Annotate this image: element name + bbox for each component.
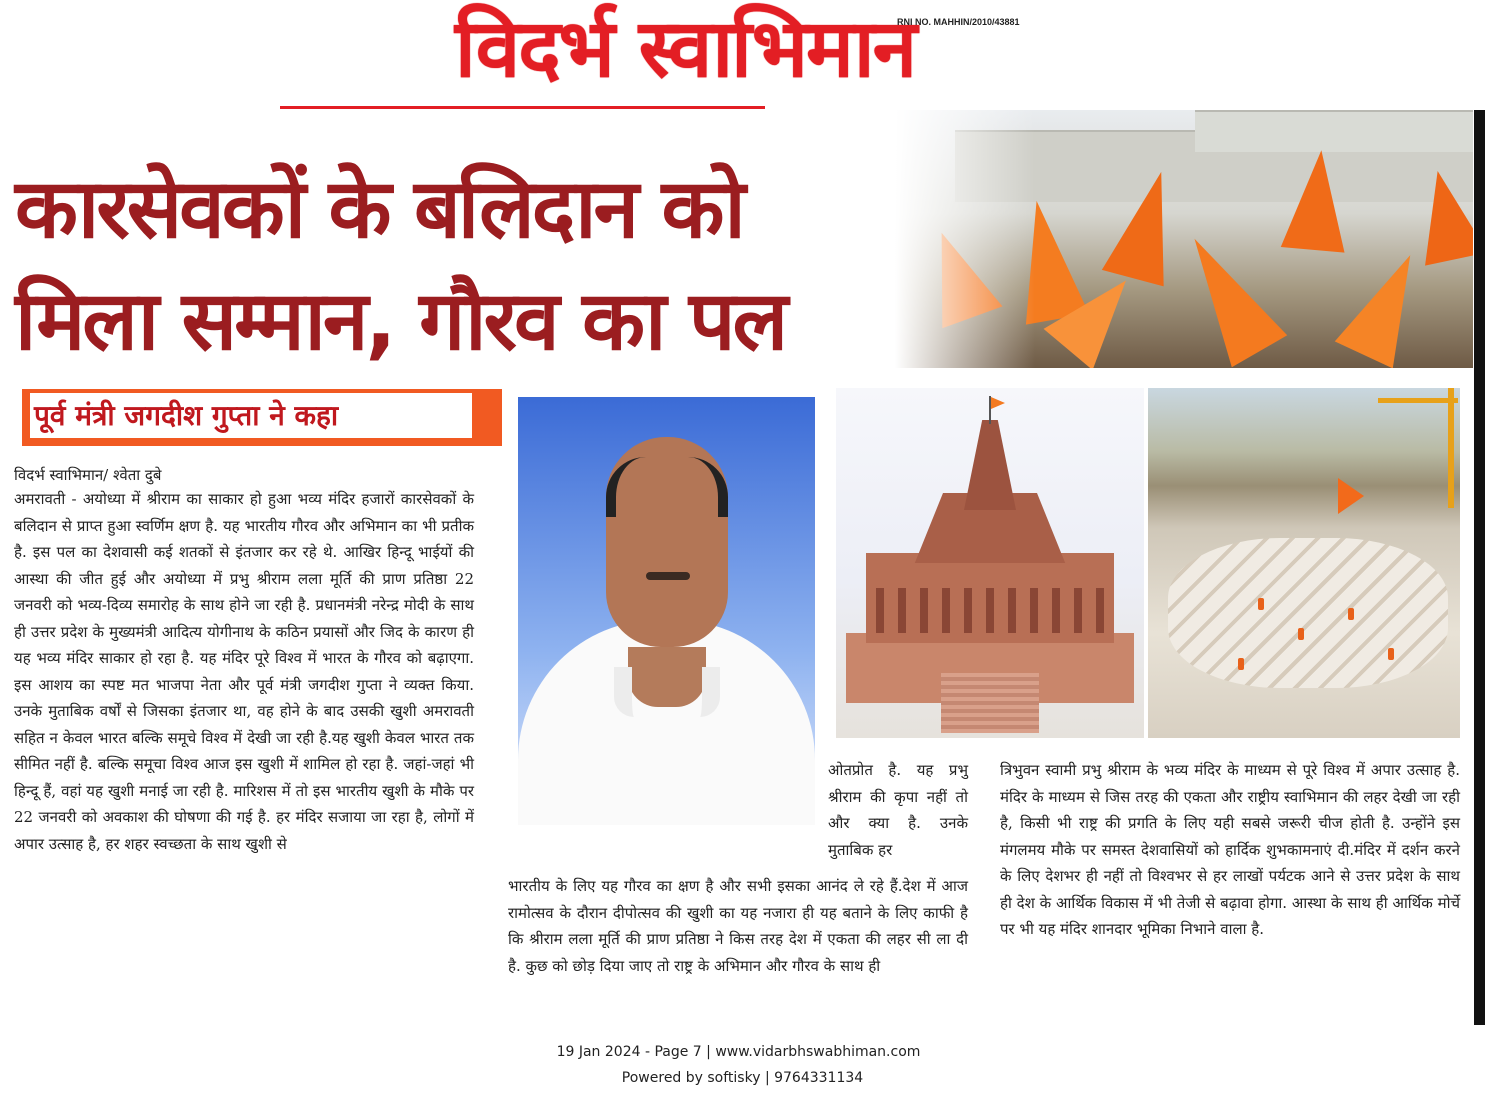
byline: विदर्भ स्वाभिमान/ श्वेता दुबे	[14, 466, 162, 484]
page-right-border	[1474, 110, 1485, 1025]
headline-line-2: मिला सम्मान, गौरव का पल	[15, 274, 786, 369]
rally-flags-photo	[895, 110, 1473, 368]
rni-number: RNI NO. MAHHIN/2010/43881	[897, 17, 1020, 27]
masthead-rule	[280, 106, 765, 109]
ram-mandir-photo	[836, 388, 1144, 738]
temple-construction-photo	[1148, 388, 1460, 738]
article-column-1: अमरावती - अयोध्या में श्रीराम का साकार हो हुआ भव्य मंदिर हजारों कारसेवकों के बलिदान से प्राप्त हुआ स्वर्णिम क्षण है. यह भारतीय गौरव और अभिमान का भी प्रतीक है. इस पल का देशवासी कई शतकों से इंतजार कर रहे थे. आखिर हिन्दू भाईयों की आस्था की जीत हुई और अयोध्या में प्रभु श्रीराम लला मूर्ति की प्राण प्रतिष्ठा 22 जनवरी को भव्य-दिव्य समारोह के साथ होने जा रही है. प्रधानमंत्री नरेन्द्र मोदी के साथ ही उत्तर प्रदेश के मुख्यमंत्री आदित्य योगीनाथ के कठिन प्रयासों और जिद के कारण ही यह भव्य मंदिर साकार हो रहा है. यह मंदिर पूरे विश्व में भारत के गौरव को बढ़ाएगा. इस आशय का स्पष्ट मत भाजपा नेता और पूर्व मंत्री जगदीश गुप्ता ने व्यक्त किया. उनके मुताबिक वर्षों से जिसका इंतजार था, वह होने के बाद उसकी खुशी अमरावती सहित न केवल भारत बल्कि समूचे विश्व में देखी जा रही है.यह खुशी केवल भारत तक सीमित नहीं है. बल्कि समूचा विश्व आज इस खुशी में शामिल हो रहा है. जहां-जहां भी हिन्दू हैं, वहां यह खुशी मनाई जा रही है. मारिशस में तो इस भारतीय खुशी के मौके पर 22 जनवरी को अवकाश की घोषणा की गई है. हर मंदिर सजाया जा रहा है, लोगों में अपार उत्साह है, हर शहर स्वच्छता के साथ खुशी से	[14, 490, 474, 853]
article-column-2-top: ओतप्रोत है. यह प्रभु श्रीराम की कृपा नहीं तो और क्या है. उनके मुताबिक हर	[828, 761, 968, 859]
footer-page-info: 19 Jan 2024 - Page 7 | www.vidarbhswabhiman.com	[556, 1044, 921, 1060]
subheadline-banner	[22, 389, 502, 446]
footer-credits: Powered by softisky | 9764331134	[621, 1070, 864, 1086]
subheadline-text: पूर्व मंत्री जगदीश गुप्ता ने कहा	[30, 393, 472, 438]
newspaper-masthead: विदर्भ स्वाभिमान	[455, 2, 916, 95]
jagdish-gupta-portrait-photo	[518, 397, 815, 825]
headline-line-1: कारसेवकों के बलिदान को	[15, 162, 743, 257]
article-column-3: त्रिभुवन स्वामी प्रभु श्रीराम के भव्य मंदिर के माध्यम से पूरे विश्व में अपार उत्साह है. मंदिर के माध्यम से जिस तरह की एकता और राष्ट्रीय स्वाभिमान की लहर देखी जा रही है, किसी भी राष्ट्र की प्रगति के लिए यही सबसे जरूरी चीज होती है. उन्होंने इस मंगलमय मौके पर समस्त देशवासियों को हार्दिक शुभकामनाएं दी.मंदिर में दर्शन करने के लिए देशभर ही नहीं तो विश्वभर से हर लाखों पर्यटक आने से उत्तर प्रदेश के साथ ही देश के आर्थिक विकास में भी तेजी से बढ़ावा होगा. आस्था के साथ ही आर्थिक मोर्चे पर भी यह मंदिर शानदार भूमिका निभाने वाला है.	[1000, 761, 1460, 938]
article-column-2: भारतीय के लिए यह गौरव का क्षण है और सभी इसका आनंद ले रहे हैं.देश में आज रामोत्सव के दौरान दीपोत्सव की खुशी का यह नजारा ही यह बताने के लिए काफी है कि श्रीराम लला मूर्ति की प्राण प्रतिष्ठा ने किस तरह देश में एकता की लहर सी ला दी है. कुछ को छोड़ दिया जाए तो राष्ट्र के अभिमान और गौरव के साथ ही	[508, 877, 968, 975]
